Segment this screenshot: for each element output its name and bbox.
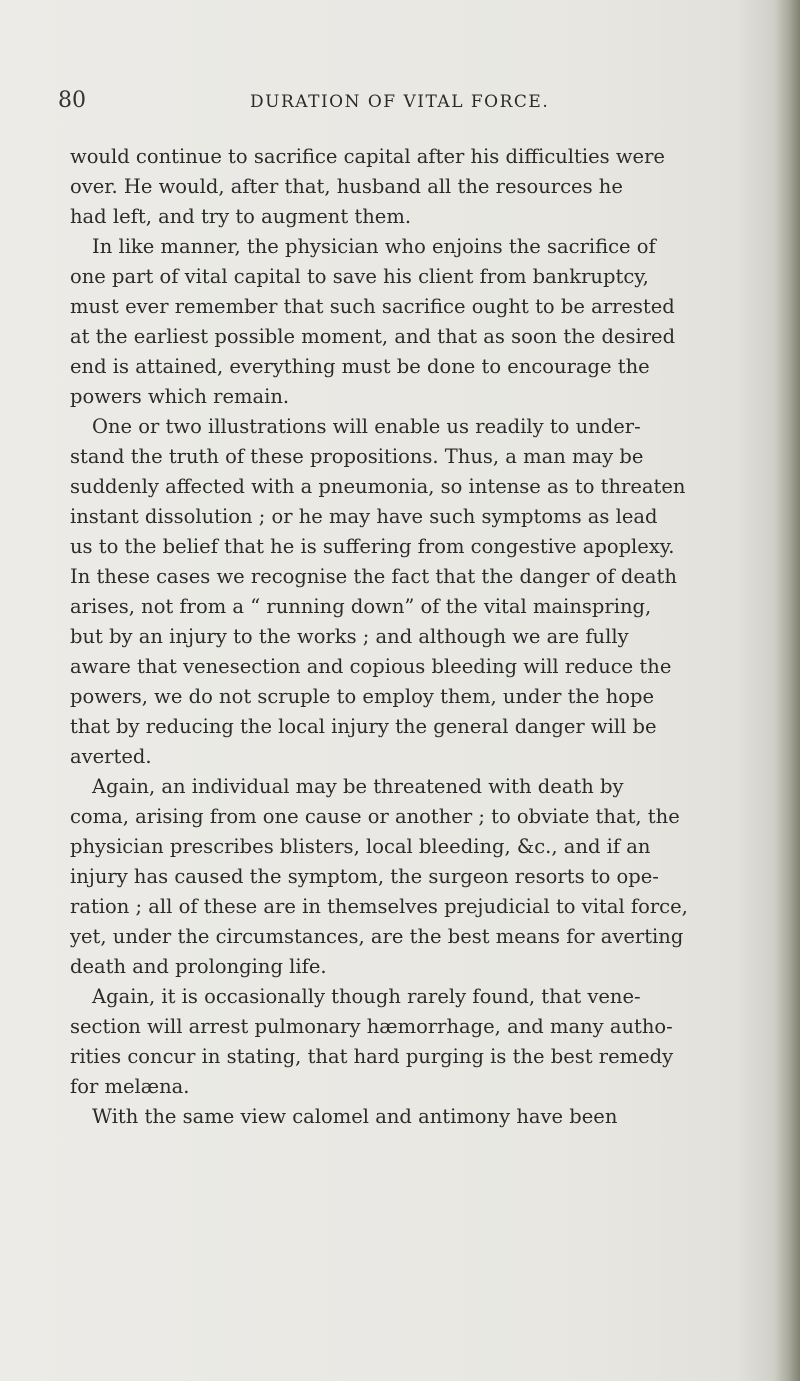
text-line: physician prescribes blisters, local bleeding, &c., and if an bbox=[70, 835, 651, 858]
text-line: us to the belief that he is suffering from congestive apoplexy. bbox=[70, 535, 675, 558]
text-line: end is attained, everything must be done to encourage the bbox=[70, 355, 650, 378]
text-line: for melæna. bbox=[70, 1075, 190, 1098]
text-line: suddenly affected with a pneumonia, so intense as to threaten bbox=[70, 475, 686, 498]
text-line: powers, we do not scruple to employ them, under the hope bbox=[70, 685, 655, 708]
text-line: powers which remain. bbox=[70, 385, 290, 408]
paragraph-start-line: In like manner, the physician who enjoins the sacrifice of bbox=[92, 235, 656, 258]
text-line: arises, not from a “ running down” of the vital mainspring, bbox=[70, 595, 652, 618]
text-line: yet, under the circumstances, are the best means for averting bbox=[70, 925, 684, 948]
text-line: that by reducing the local injury the general danger will be bbox=[70, 715, 657, 738]
text-line: rities concur in stating, that hard purging is the best remedy bbox=[70, 1045, 674, 1068]
text-line: In these cases we recognise the fact that the danger of death bbox=[70, 565, 677, 588]
text-line: stand the truth of these propositions. Thus, a man may be bbox=[70, 445, 644, 468]
text-line: one part of vital capital to save his client from bankruptcy, bbox=[70, 265, 649, 288]
text-line: ration ; all of these are in themselves prejudicial to vital force, bbox=[70, 895, 688, 918]
body-text bbox=[70, 142, 760, 1132]
text-line: coma, arising from one cause or another ; to obviate that, the bbox=[70, 805, 680, 828]
text-line: must ever remember that such sacrifice ought to be arrested bbox=[70, 295, 675, 318]
text-line: would continue to sacrifice capital after his difficulties were bbox=[70, 145, 665, 168]
text-line: instant dissolution ; or he may have such symptoms as lead bbox=[70, 505, 658, 528]
paragraph-start-line: Again, it is occasionally though rarely found, that vene- bbox=[92, 985, 641, 1008]
paragraph-start-line: Again, an individual may be threatened with death by bbox=[92, 775, 624, 798]
text-line: but by an injury to the works ; and although we are fully bbox=[70, 625, 629, 648]
paragraph-start-line: One or two illustrations will enable us readily to under- bbox=[92, 415, 641, 438]
text-line: had left, and try to augment them. bbox=[70, 205, 412, 228]
page-number: 80 bbox=[58, 88, 86, 113]
paragraph-start-line: With the same view calomel and antimony have been bbox=[92, 1105, 618, 1128]
running-title: DURATION OF VITAL FORCE. bbox=[250, 92, 550, 112]
text-line: aware that venesection and copious bleeding will reduce the bbox=[70, 655, 672, 678]
text-line: over. He would, after that, husband all the resources he bbox=[70, 175, 623, 198]
text-line: injury has caused the symptom, the surgeon resorts to ope- bbox=[70, 865, 659, 888]
page-edge-shadow bbox=[774, 0, 800, 1381]
text-line: section will arrest pulmonary hæmorrhage, and many autho- bbox=[70, 1015, 673, 1038]
text-line: death and prolonging life. bbox=[70, 955, 327, 978]
text-line: averted. bbox=[70, 745, 152, 768]
text-line: at the earliest possible moment, and that as soon the desired bbox=[70, 325, 676, 348]
